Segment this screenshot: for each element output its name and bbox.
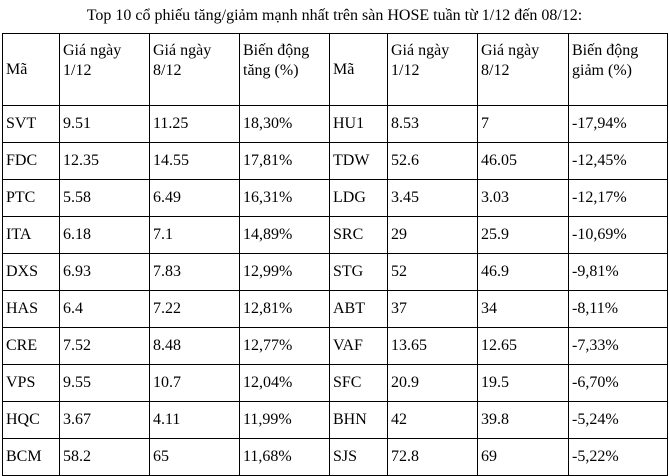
table-row — [3, 328, 668, 365]
cell-ticker-gainer: BCM — [3, 439, 60, 476]
header-price-1-12-losers: Giá ngày 1/12 — [388, 34, 478, 106]
cell-ticker-loser: VAF — [330, 328, 388, 365]
cell-price-8-12-loser: 12.65 — [478, 328, 569, 365]
cell-price-1-12-gainer: 6.4 — [60, 291, 150, 328]
cell-ticker-loser: HU1 — [330, 106, 388, 143]
cell-price-8-12-gainer: 10.7 — [150, 365, 240, 402]
cell-change-down: -12,45% — [569, 143, 668, 180]
header-price-8-12-gainers: Giá ngày 8/12 — [150, 34, 240, 106]
cell-change-down: -9,81% — [569, 254, 668, 291]
cell-ticker-loser: TDW — [330, 143, 388, 180]
cell-change-up: 17,81% — [240, 143, 330, 180]
cell-price-1-12-gainer: 7.52 — [60, 328, 150, 365]
header-price-8-12-losers: Giá ngày 8/12 — [478, 34, 569, 106]
cell-price-8-12-gainer: 7.22 — [150, 291, 240, 328]
cell-ticker-gainer: CRE — [3, 328, 60, 365]
cell-change-up: 12,99% — [240, 254, 330, 291]
cell-price-1-12-loser: 52.6 — [388, 143, 478, 180]
cell-price-1-12-gainer: 5.58 — [60, 180, 150, 217]
cell-change-down: -6,70% — [569, 365, 668, 402]
cell-change-up: 16,31% — [240, 180, 330, 217]
table-row — [3, 217, 668, 254]
cell-ticker-gainer: DXS — [3, 254, 60, 291]
cell-price-1-12-gainer: 12.35 — [60, 143, 150, 180]
cell-price-1-12-gainer: 3.67 — [60, 402, 150, 439]
cell-change-up: 11,99% — [240, 402, 330, 439]
cell-price-8-12-loser: 34 — [478, 291, 569, 328]
table-body — [3, 106, 668, 476]
cell-price-8-12-loser: 7 — [478, 106, 569, 143]
cell-change-up: 12,04% — [240, 365, 330, 402]
table-header-row — [3, 34, 668, 106]
header-change-up: Biến động tăng (%) — [240, 34, 330, 106]
cell-change-down: -8,11% — [569, 291, 668, 328]
cell-price-1-12-loser: 13.65 — [388, 328, 478, 365]
cell-price-8-12-gainer: 8.48 — [150, 328, 240, 365]
cell-price-1-12-loser: 72.8 — [388, 439, 478, 476]
cell-price-8-12-gainer: 65 — [150, 439, 240, 476]
cell-price-1-12-gainer: 58.2 — [60, 439, 150, 476]
cell-ticker-loser: BHN — [330, 402, 388, 439]
cell-change-down: -5,22% — [569, 439, 668, 476]
table-row — [3, 402, 668, 439]
cell-price-1-12-gainer: 6.18 — [60, 217, 150, 254]
cell-ticker-gainer: SVT — [3, 106, 60, 143]
cell-price-8-12-loser: 46.9 — [478, 254, 569, 291]
cell-price-8-12-loser: 69 — [478, 439, 569, 476]
cell-price-1-12-loser: 37 — [388, 291, 478, 328]
table-row — [3, 143, 668, 180]
cell-change-down: -5,24% — [569, 402, 668, 439]
cell-change-down: -12,17% — [569, 180, 668, 217]
header-price-1-12-gainers: Giá ngày 1/12 — [60, 34, 150, 106]
header-ticker-gainers: Mã — [3, 34, 60, 106]
cell-price-1-12-loser: 8.53 — [388, 106, 478, 143]
cell-price-1-12-gainer: 9.51 — [60, 106, 150, 143]
cell-change-down: -7,33% — [569, 328, 668, 365]
cell-ticker-gainer: PTC — [3, 180, 60, 217]
cell-ticker-gainer: ITA — [3, 217, 60, 254]
table-row — [3, 291, 668, 328]
cell-price-1-12-loser: 52 — [388, 254, 478, 291]
cell-ticker-gainer: FDC — [3, 143, 60, 180]
cell-price-8-12-gainer: 14.55 — [150, 143, 240, 180]
cell-price-1-12-gainer: 9.55 — [60, 365, 150, 402]
table-row — [3, 365, 668, 402]
cell-price-8-12-loser: 46.05 — [478, 143, 569, 180]
cell-change-up: 12,81% — [240, 291, 330, 328]
cell-price-8-12-gainer: 11.25 — [150, 106, 240, 143]
cell-price-8-12-gainer: 4.11 — [150, 402, 240, 439]
cell-ticker-loser: STG — [330, 254, 388, 291]
cell-change-up: 18,30% — [240, 106, 330, 143]
cell-price-1-12-loser: 29 — [388, 217, 478, 254]
cell-price-8-12-loser: 25.9 — [478, 217, 569, 254]
cell-ticker-loser: SJS — [330, 439, 388, 476]
cell-price-8-12-loser: 3.03 — [478, 180, 569, 217]
cell-ticker-loser: SFC — [330, 365, 388, 402]
cell-change-up: 11,68% — [240, 439, 330, 476]
header-ticker-losers: Mã — [330, 34, 388, 106]
cell-ticker-gainer: HQC — [3, 402, 60, 439]
cell-ticker-loser: SRC — [330, 217, 388, 254]
cell-price-8-12-loser: 39.8 — [478, 402, 569, 439]
cell-price-1-12-loser: 3.45 — [388, 180, 478, 217]
cell-ticker-gainer: HAS — [3, 291, 60, 328]
cell-price-8-12-gainer: 6.49 — [150, 180, 240, 217]
cell-price-8-12-gainer: 7.83 — [150, 254, 240, 291]
table-row — [3, 254, 668, 291]
cell-price-8-12-gainer: 7.1 — [150, 217, 240, 254]
table-caption: Top 10 cổ phiếu tăng/giảm mạnh nhất trên sàn HOSE tuần từ 1/12 đến 08/12: — [86, 7, 583, 24]
cell-price-8-12-loser: 19.5 — [478, 365, 569, 402]
cell-change-up: 12,77% — [240, 328, 330, 365]
cell-ticker-gainer: VPS — [3, 365, 60, 402]
cell-change-down: -10,69% — [569, 217, 668, 254]
cell-ticker-loser: LDG — [330, 180, 388, 217]
cell-change-up: 14,89% — [240, 217, 330, 254]
cell-change-down: -17,94% — [569, 106, 668, 143]
stock-movers-table — [2, 33, 668, 476]
cell-ticker-loser: ABT — [330, 291, 388, 328]
table-row — [3, 439, 668, 476]
cell-price-1-12-gainer: 6.93 — [60, 254, 150, 291]
table-row — [3, 106, 668, 143]
cell-price-1-12-loser: 20.9 — [388, 365, 478, 402]
cell-price-1-12-loser: 42 — [388, 402, 478, 439]
table-row — [3, 180, 668, 217]
header-change-down: Biến động giảm (%) — [569, 34, 668, 106]
